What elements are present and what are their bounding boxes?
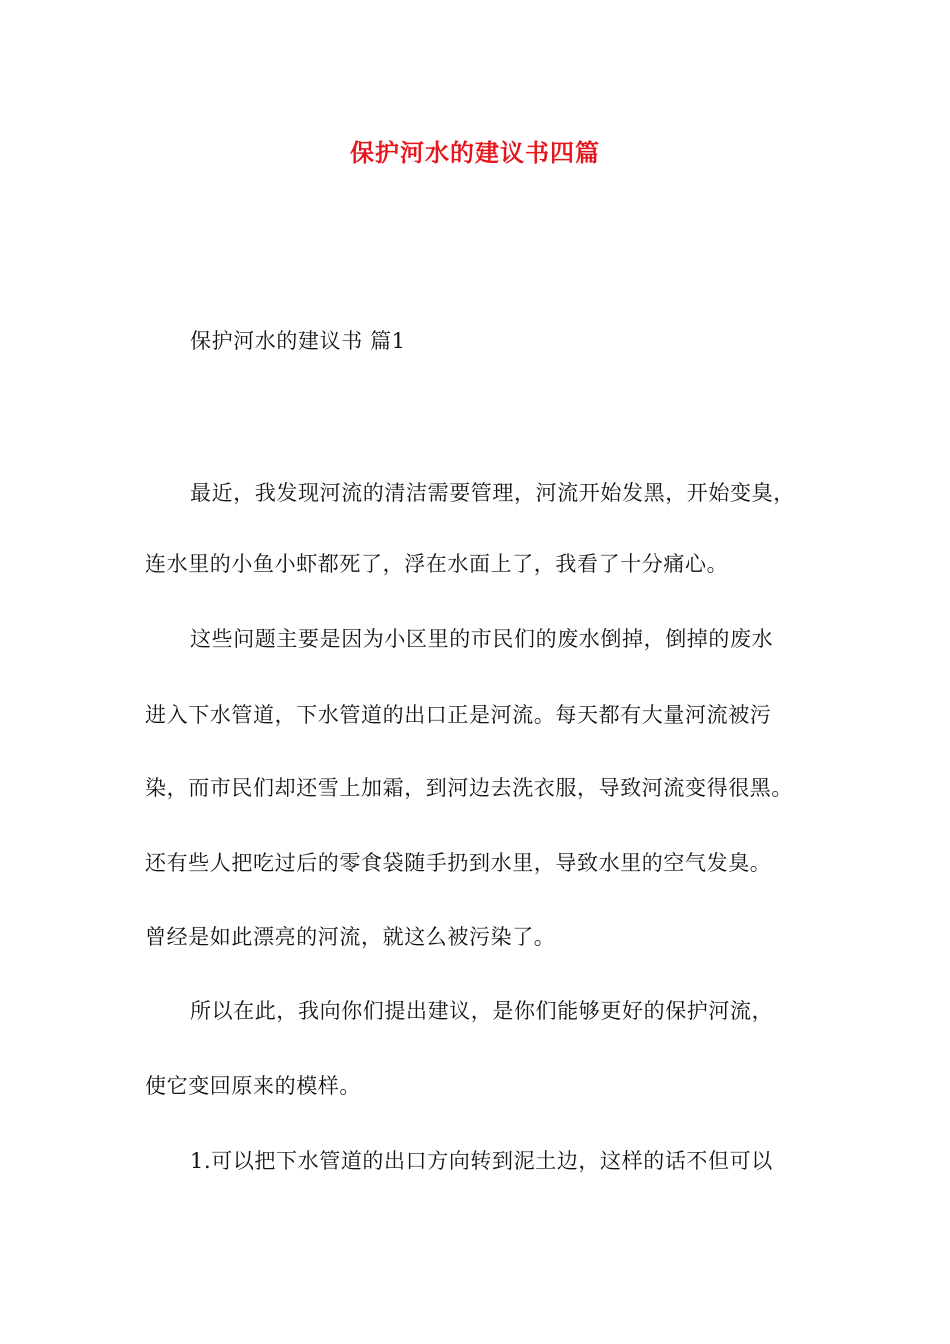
paragraph-line: 所以在此，我向你们提出建议，是你们能够更好的保护河流， [190,999,774,1023]
section-heading: 保护河水的建议书 篇1 [190,329,406,353]
paragraph-line: 这些问题主要是因为小区里的市民们的废水倒掉，倒掉的废水 [190,627,774,651]
paragraph-line: 最近，我发现河流的清洁需要管理，河流开始发黑，开始变臭， [190,481,795,505]
paragraph-line: 1.可以把下水管道的出口方向转到泥土边，这样的话不但可以 [190,1149,773,1173]
paragraph-line: 连水里的小鱼小虾都死了，浮在水面上了，我看了十分痛心。 [145,552,729,576]
paragraph-line: 进入下水管道，下水管道的出口正是河流。每天都有大量河流被污 [145,703,772,727]
paragraph-line: 还有些人把吃过后的零食袋随手扔到水里，导致水里的空气发臭。 [145,851,772,875]
document-title: 保护河水的建议书四篇 [350,138,600,167]
paragraph-line: 染，而市民们却还雪上加霜，到河边去洗衣服，导致河流变得很黑。 [145,776,793,800]
paragraph-line: 曾经是如此漂亮的河流，就这么被污染了。 [145,925,556,949]
paragraph-line: 使它变回原来的模样。 [145,1074,361,1098]
